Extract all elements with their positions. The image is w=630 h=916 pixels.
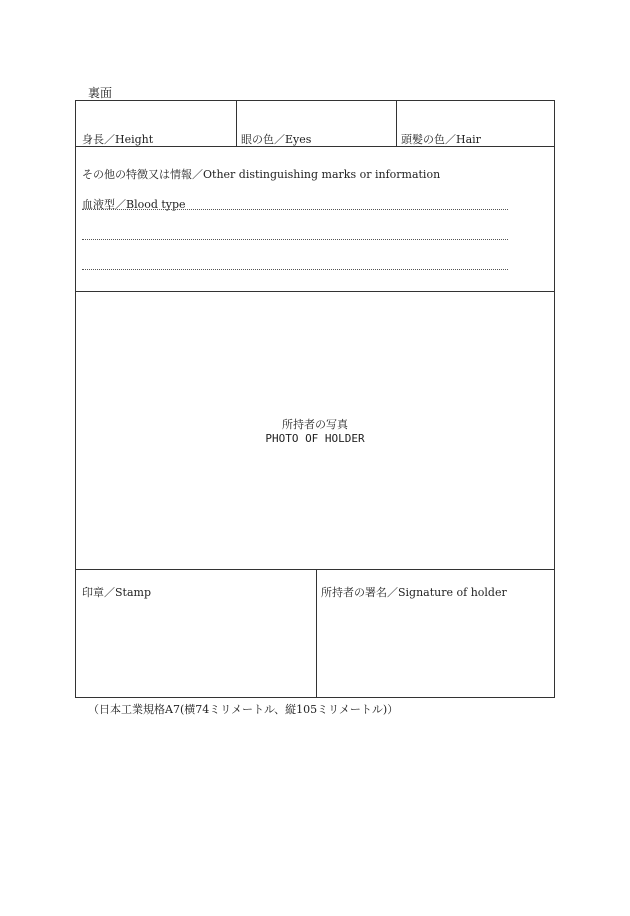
blood-type-label: 血液型／Blood type bbox=[82, 198, 186, 211]
eyes-label: 眼の色／Eyes bbox=[241, 133, 312, 146]
photo-label-ja: 所持者の写真 bbox=[282, 418, 348, 431]
stamp-label: 印章／Stamp bbox=[82, 586, 151, 599]
divider-row1 bbox=[76, 146, 554, 147]
footnote: （日本工業規格A7(横74ミリメートル、縦105ミリメートル)） bbox=[88, 703, 399, 716]
blood-type-line bbox=[82, 209, 508, 210]
info-line-3 bbox=[82, 269, 508, 270]
page-title: 裏面 bbox=[88, 86, 113, 100]
height-label: 身長／Height bbox=[82, 133, 154, 146]
divider-eyes-hair bbox=[396, 101, 397, 146]
photo-label-en: PHOTO OF HOLDER bbox=[265, 432, 365, 445]
hair-label: 頭髪の色／Hair bbox=[401, 133, 481, 146]
divider-row3 bbox=[76, 569, 554, 570]
signature-label: 所持者の署名／Signature of holder bbox=[321, 586, 507, 599]
info-line-2 bbox=[82, 239, 508, 240]
id-card-back-form bbox=[75, 100, 555, 698]
divider-row2 bbox=[76, 291, 554, 292]
divider-height-eyes bbox=[236, 101, 237, 146]
other-info-label: その他の特徴又は情報／Other distinguishing marks or information bbox=[82, 168, 441, 181]
divider-stamp-signature bbox=[316, 569, 317, 698]
